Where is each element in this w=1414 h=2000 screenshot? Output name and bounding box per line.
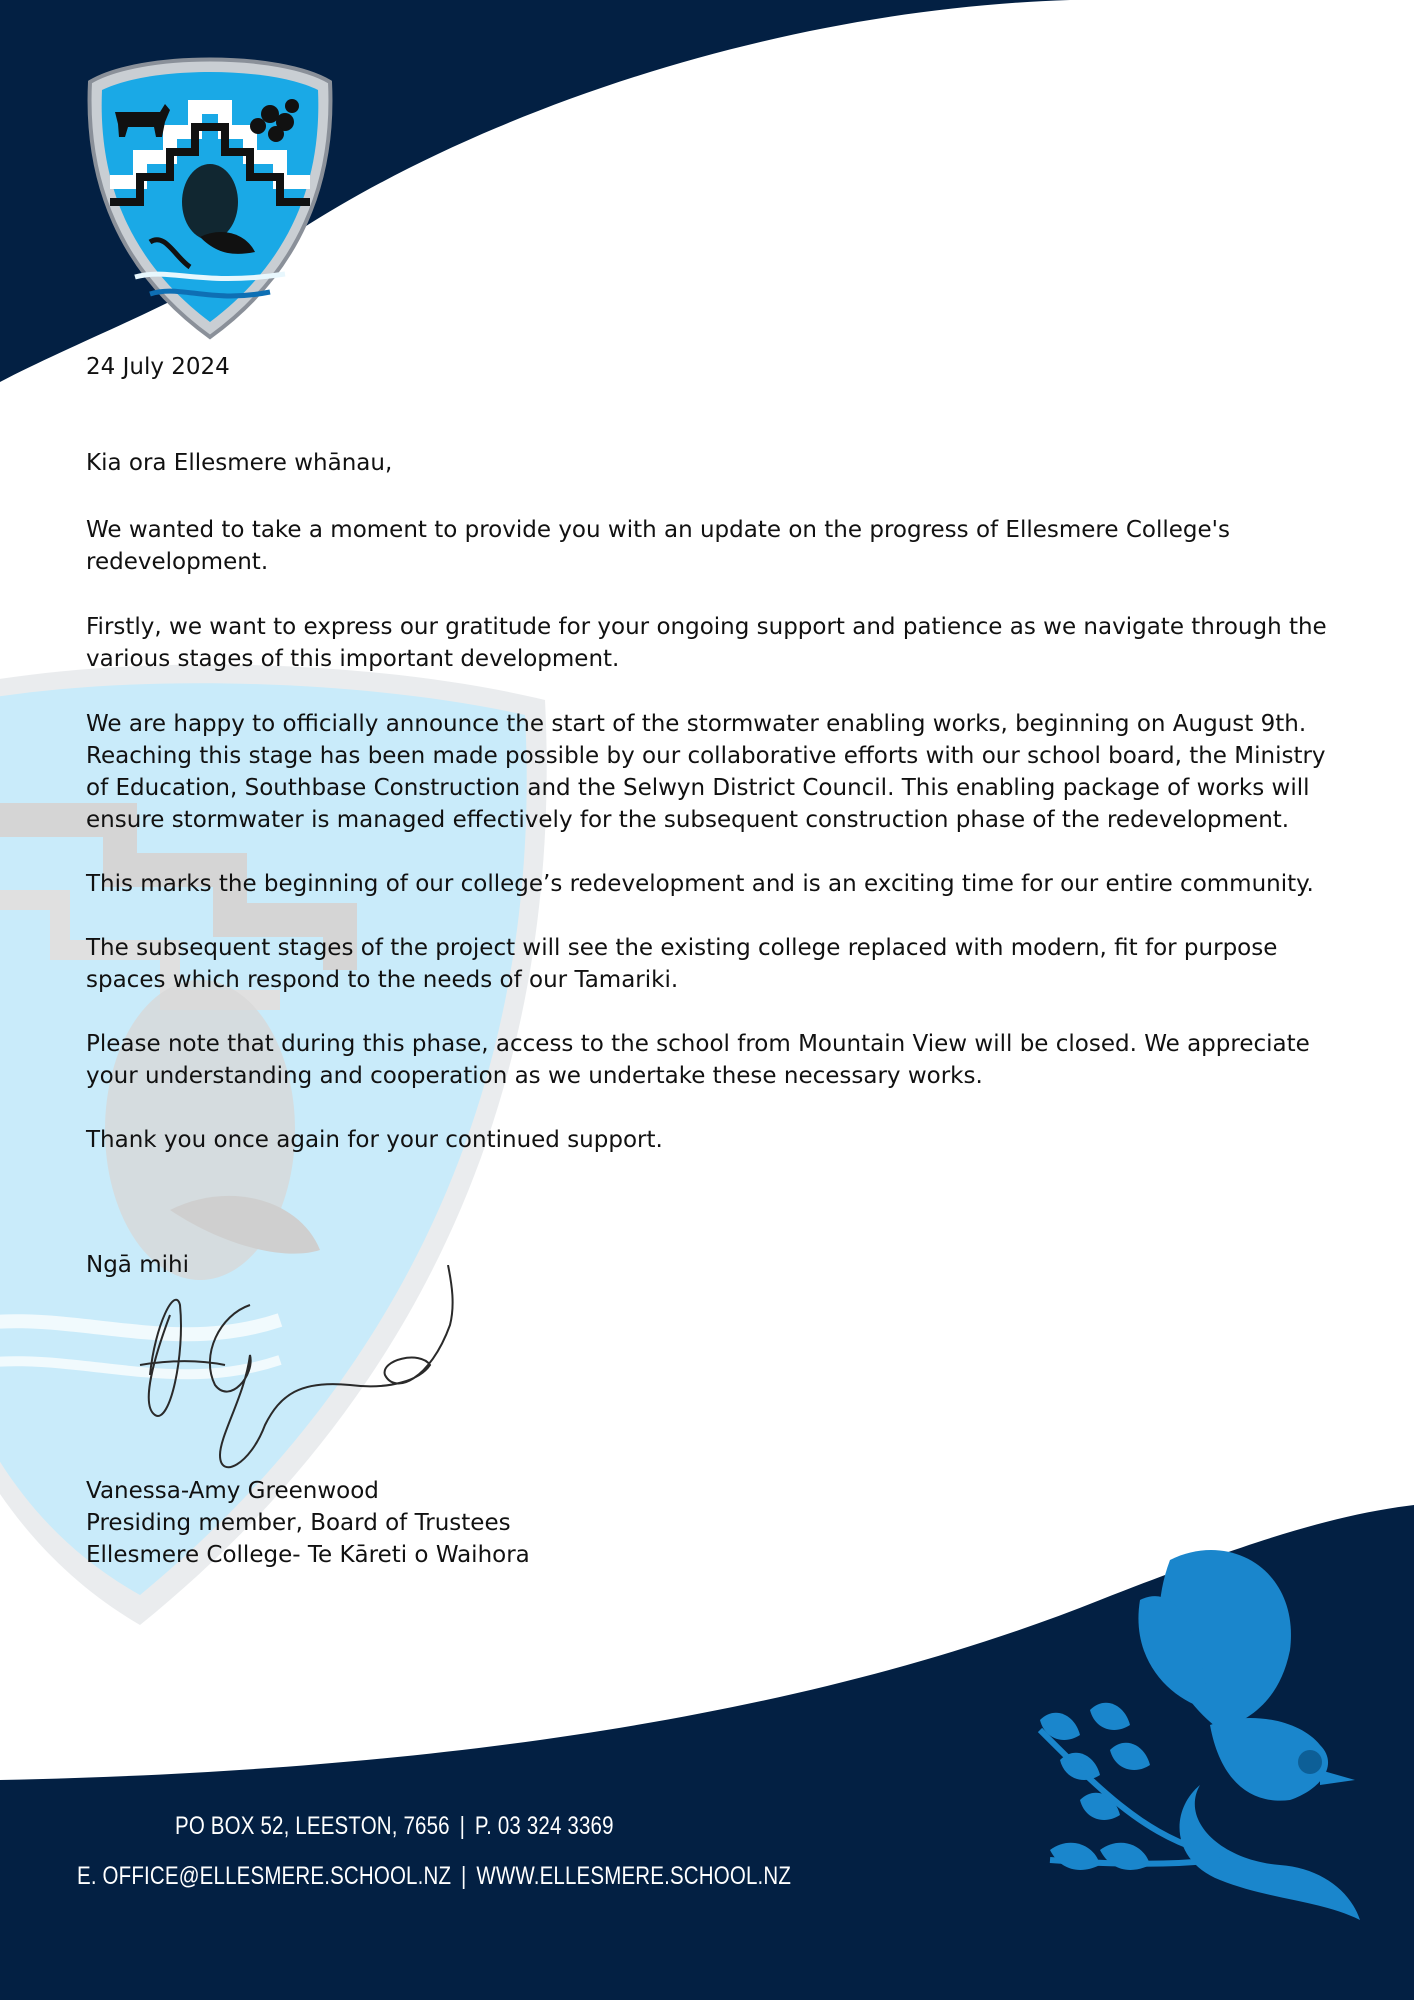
- fantail-bird-icon: [1020, 1530, 1380, 1930]
- paragraph-access-notice: Please note that during this phase, access to the school from Mountain View will be closed. We appreciate your understanding and cooperation as we undertake these necessary works.: [86, 1031, 1310, 1089]
- signature-block: [86, 1475, 530, 1571]
- school-crest-icon: [80, 42, 340, 342]
- footer-separator: |: [460, 1862, 467, 1890]
- footer-contact-line: [77, 1862, 791, 1891]
- letter-date: 24 July 2024: [86, 354, 230, 380]
- paragraph-gratitude: Firstly, we want to express our gratitude for your ongoing support and patience as we navigate through the various stages of this important development.: [86, 614, 1327, 672]
- footer-website[interactable]: WWW.ELLESMERE.SCHOOL.NZ: [476, 1862, 792, 1890]
- footer-email[interactable]: E. OFFICE@ELLESMERE.SCHOOL.NZ: [77, 1862, 452, 1890]
- letter-closing: Ngā mihi: [86, 1252, 189, 1278]
- paragraph-beginning: This marks the beginning of our college’s redevelopment and is an exciting time for our entire community.: [86, 871, 1314, 897]
- footer-address: PO BOX 52, LEESTON, 7656: [175, 1812, 450, 1840]
- paragraph-thanks: Thank you once again for your continued support.: [86, 1127, 663, 1153]
- handwritten-signature: [130, 1265, 470, 1475]
- footer-separator: |: [459, 1812, 466, 1840]
- footer-phone: P. 03 324 3369: [474, 1812, 614, 1840]
- signatory-name: Vanessa-Amy Greenwood: [86, 1478, 379, 1504]
- signatory-organisation: Ellesmere College- Te Kāreti o Waihora: [86, 1542, 530, 1568]
- paragraph-intro: We wanted to take a moment to provide you with an update on the progress of Ellesmere College's redevelopment.: [86, 517, 1230, 575]
- footer-address-line: [175, 1812, 614, 1841]
- signatory-role: Presiding member, Board of Trustees: [86, 1510, 511, 1536]
- letter-greeting: Kia ora Ellesmere whānau,: [86, 450, 393, 476]
- paragraph-announcement: We are happy to officially announce the start of the stormwater enabling works, beginning on August 9th. Reaching this stage has been made possible by our collaborative efforts with our school board, the Ministry of Education, Southbase Construction and the Selwyn District Council. This enabling package of works will ensure stormwater is managed effectively for the subsequent construction phase of the redevelopment.: [86, 711, 1326, 833]
- paragraph-subsequent-stages: The subsequent stages of the project will see the existing college replaced with modern, fit for purpose spaces which respond to the needs of our Tamariki.: [86, 935, 1278, 993]
